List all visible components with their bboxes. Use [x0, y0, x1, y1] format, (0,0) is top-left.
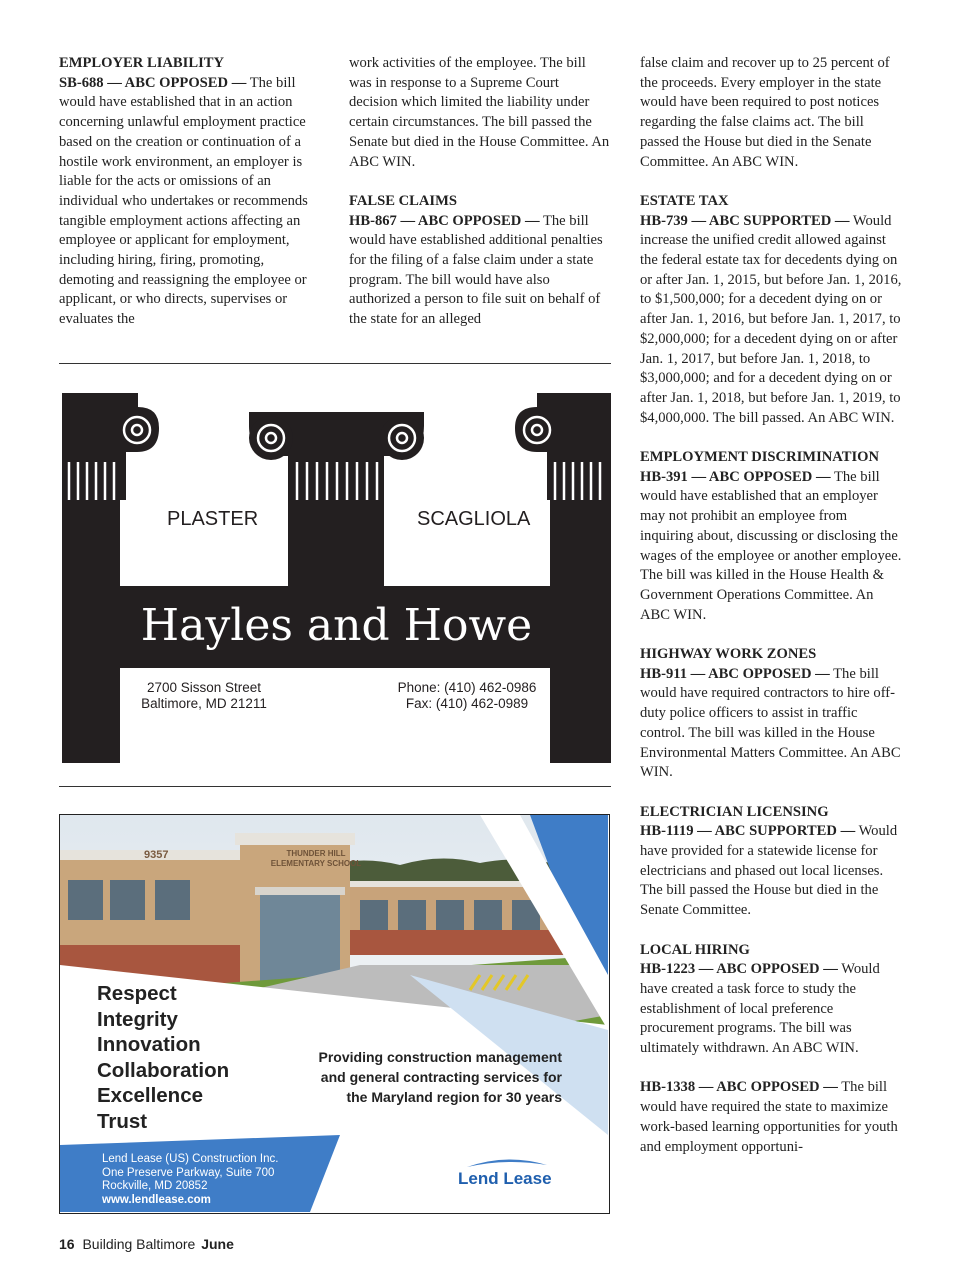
- bill-text: The bill would have required the state to maximize work-based learning opportunities for youth and employment opportuni-: [640, 1079, 898, 1155]
- bill-label: SB-688 — ABC OPPOSED —: [59, 74, 247, 91]
- bill-label: HB-739 — ABC SUPPORTED —: [640, 212, 850, 229]
- company-name: Lend Lease (US) Construction Inc.: [102, 1153, 279, 1165]
- value-item: Integrity: [97, 1007, 178, 1031]
- lend-lease-logo: Lend Lease: [458, 1169, 552, 1188]
- bill-text: The bill would have established that in an action concerning unlawful employment practice based on the creation or continuation of a hostile work environment, an employer is liable for the acts or omissions of an individual who undertakes or recommends tangible employment actions affecting an employee or applicant for employment, including hiring, firing, promoting, demoting and reassigning the employee or applicant, or who directs, supervises or evaluates the: [59, 74, 308, 328]
- address-line-1: 2700 Sisson Street: [146, 680, 262, 695]
- fax-number: Fax: (410) 462-0989: [405, 696, 529, 711]
- article-hb-1338: [640, 1078, 902, 1157]
- website-link[interactable]: www.lendlease.com: [102, 1193, 211, 1206]
- bill-label: HB-867 — ABC OPPOSED —: [349, 212, 540, 229]
- column-1: [59, 54, 321, 350]
- page-number: 16: [59, 1236, 75, 1252]
- column-2: [349, 54, 611, 350]
- issue-month: June: [201, 1236, 234, 1252]
- plaster-label: PLASTER: [167, 508, 259, 530]
- value-item: Innovation: [97, 1033, 201, 1056]
- article-false-claims: [349, 192, 611, 330]
- article-local-hiring: [640, 941, 902, 1059]
- phone-number: Phone: (410) 462-0986: [397, 680, 537, 695]
- bill-label: HB-391 — ABC OPPOSED —: [640, 468, 831, 485]
- column-3: [640, 54, 902, 1177]
- company-name: Hayles and Howe: [140, 600, 533, 651]
- value-item: Trust: [97, 1109, 148, 1133]
- address-block: [120, 680, 288, 712]
- publication-name: Building Baltimore: [82, 1236, 196, 1252]
- continued-text: work activities of the employee. The bill was in response to a Supreme Court decision which limited the liability under certain circumstances. The bill passed the Senate but died in the House Committee. An ABC WIN.: [349, 55, 610, 170]
- school-sign-line-1: THUNDER HILL: [286, 849, 346, 858]
- article-highway-work-zones: [640, 645, 902, 783]
- section-heading: ELECTRICIAN LICENSING: [640, 803, 829, 820]
- article-employment-discrimination: [640, 448, 902, 625]
- bill-text: The bill would have established that an employer may not prohibit an employee from inquiring about, discussing or disclosing the wages of the employee or another employee. The bill was killed in the House Health & Government Operations Committee. An ABC WIN.: [640, 468, 902, 623]
- page-footer: [59, 1236, 234, 1252]
- street-address: One Preserve Parkway, Suite 700: [102, 1166, 275, 1179]
- tagline-line-1: Providing construction management: [318, 1049, 562, 1065]
- value-item: Respect: [97, 982, 177, 1005]
- building-number: 9357: [144, 849, 169, 861]
- address-line-2: Baltimore, MD 21211: [141, 696, 267, 711]
- values-list: [97, 981, 229, 1134]
- bill-text: Would have provided for a statewide license for electricians and phased out local licenses. The bill passed the House but died in the Senate Committee.: [640, 823, 898, 919]
- section-heading: FALSE CLAIMS: [349, 192, 457, 209]
- lend-lease-swoosh-icon: [462, 1155, 552, 1169]
- section-heading: ESTATE TAX: [640, 192, 729, 209]
- hayles-and-howe-ad[interactable]: [59, 390, 611, 763]
- contact-block: [384, 680, 550, 712]
- lend-lease-ad[interactable]: [59, 814, 610, 1214]
- bill-label: HB-1119 — ABC SUPPORTED —: [640, 823, 856, 840]
- article-employer-liability: [59, 54, 321, 330]
- article-electrician-licensing: [640, 803, 902, 921]
- company-address: [102, 1153, 278, 1207]
- divider-rule: [59, 786, 611, 787]
- city-address: Rockville, MD 20852: [102, 1180, 208, 1192]
- bill-text: The bill would have required contractors to hire off-duty police officers to assist in traffic control. The bill was killed in the House Environmental Matters Committee. An ABC WIN.: [640, 665, 901, 781]
- bill-label: HB-1223 — ABC OPPOSED —: [640, 961, 838, 978]
- bill-label: HB-911 — ABC OPPOSED —: [640, 665, 830, 682]
- bill-label: HB-1338 — ABC OPPOSED —: [640, 1079, 838, 1096]
- article-estate-tax: [640, 192, 902, 428]
- tagline-line-2: and general contracting services for: [320, 1069, 562, 1085]
- section-heading: LOCAL HIRING: [640, 941, 750, 958]
- bill-text: The bill would have established additional penalties for the filing of a false claim under a state program. The bill would have also authorized a person to file suit on behalf of the state for an alleged: [349, 212, 603, 328]
- value-item: Collaboration: [97, 1058, 230, 1082]
- section-heading: EMPLOYER LIABILITY: [59, 55, 225, 71]
- continued-text: false claim and recover up to 25 percent of the proceeds. Every employer in the state would have been required to post notices regarding the false claims act. The bill passed the House but died in the Senate Committee. An ABC WIN.: [640, 55, 890, 170]
- scagliola-label: SCAGLIOLA: [417, 508, 531, 530]
- divider-rule: [59, 363, 611, 364]
- bill-text: Would increase the unified credit allowed against the federal estate tax for decedents dying on or after Jan. 1, 2015, but before Jan. 1, 2016, to $1,500,000; for a decedent dying on or after Jan. 1, 2016, but before Jan. 1, 2017, to $2,000,000; for a decedent dying on or after Jan. 1, 2017, but before Jan. 1, 2018, to $3,000,000; and for a decedent dying on or after Jan. 1, 2018, but before Jan. 1, 2019, to $4,000,000. The bill passed. An ABC WIN.: [640, 212, 902, 426]
- bill-text: Would have created a task force to study the establishment of local preference procurement programs. The bill was ultimately withdrawn. An ABC WIN.: [640, 961, 880, 1057]
- center-column: [288, 500, 384, 590]
- tagline: [292, 1047, 562, 1107]
- value-item: Excellence: [97, 1084, 203, 1107]
- ionic-columns-icon: [59, 390, 611, 500]
- school-sign-line-2: ELEMENTARY SCHOOL: [270, 859, 362, 868]
- section-heading: HIGHWAY WORK ZONES: [640, 646, 817, 663]
- section-heading: EMPLOYMENT DISCRIMINATION: [640, 449, 880, 466]
- tagline-line-3: the Maryland region for 30 years: [346, 1089, 562, 1105]
